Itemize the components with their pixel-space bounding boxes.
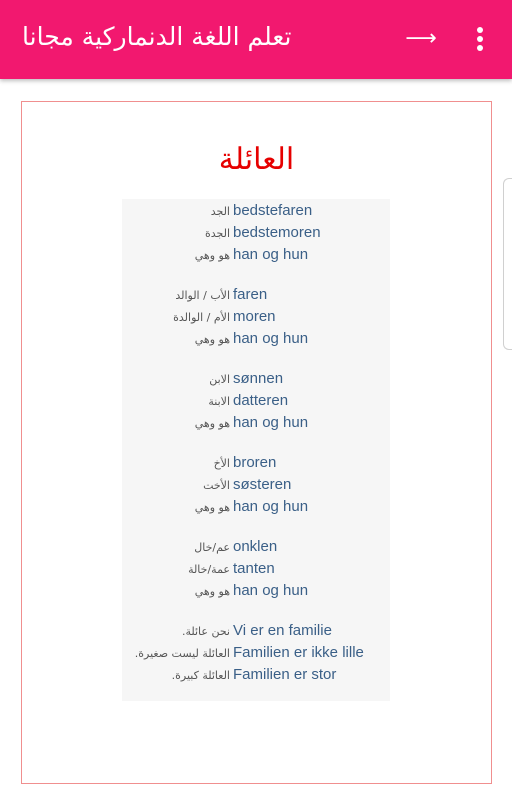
long-arrow-right-icon[interactable]: ⟶ bbox=[405, 26, 437, 51]
vocab-row bbox=[122, 498, 390, 520]
vocab-row bbox=[122, 246, 390, 268]
arabic-translation: الأب / الوالد bbox=[175, 289, 230, 302]
arabic-translation: الابن bbox=[209, 373, 230, 386]
vocab-row bbox=[122, 330, 390, 352]
vocab-row bbox=[122, 454, 390, 476]
page-heading: العائلة bbox=[218, 142, 295, 177]
danish-word[interactable]: han og hun bbox=[233, 414, 309, 431]
danish-word[interactable]: bedstemoren bbox=[233, 224, 321, 241]
danish-word[interactable]: han og hun bbox=[233, 582, 309, 599]
danish-word[interactable]: onklen bbox=[233, 538, 278, 555]
arabic-translation: هو وهي bbox=[194, 585, 230, 598]
vocab-row bbox=[122, 414, 390, 436]
vocab-row bbox=[122, 560, 390, 582]
arabic-translation: العائلة كبيرة. bbox=[171, 669, 230, 682]
arabic-translation: العائلة ليست صغيرة. bbox=[134, 647, 230, 660]
danish-word[interactable]: bedstefaren bbox=[233, 202, 313, 219]
arabic-translation: هو وهي bbox=[194, 249, 230, 262]
arabic-translation: عم/خال bbox=[194, 541, 230, 554]
vocab-row bbox=[122, 224, 390, 246]
danish-word[interactable]: datteren bbox=[233, 392, 289, 409]
vocab-row bbox=[122, 202, 390, 224]
danish-word[interactable]: han og hun bbox=[233, 330, 309, 347]
vocab-row bbox=[122, 392, 390, 414]
arabic-translation: الأخت bbox=[203, 479, 230, 492]
arabic-translation: الابنة bbox=[208, 395, 230, 408]
vocab-row bbox=[122, 644, 390, 666]
arabic-translation: الجدة bbox=[204, 227, 230, 240]
danish-word[interactable]: broren bbox=[233, 454, 277, 471]
side-drawer-handle[interactable] bbox=[503, 178, 512, 350]
arabic-translation: هو وهي bbox=[194, 333, 230, 346]
arabic-translation: نحن عائلة. bbox=[181, 625, 230, 638]
arabic-translation: هو وهي bbox=[194, 417, 230, 430]
arabic-translation: الأم / الوالدة bbox=[173, 311, 230, 324]
content-card bbox=[21, 101, 492, 784]
danish-word[interactable]: han og hun bbox=[233, 498, 309, 515]
vocab-row bbox=[122, 370, 390, 392]
danish-word[interactable]: tanten bbox=[233, 560, 275, 577]
arabic-translation: الأخ bbox=[213, 457, 230, 470]
vocab-row bbox=[122, 308, 390, 330]
danish-word[interactable]: Familien er stor bbox=[233, 666, 337, 683]
danish-word[interactable]: sønnen bbox=[233, 370, 284, 387]
danish-word[interactable]: han og hun bbox=[233, 246, 309, 263]
vocabulary-panel bbox=[122, 199, 390, 701]
arabic-translation: هو وهي bbox=[194, 501, 230, 514]
vocab-row bbox=[122, 622, 390, 644]
vocab-row bbox=[122, 582, 390, 604]
vocab-row bbox=[122, 666, 390, 688]
danish-word[interactable]: Familien er ikke lille bbox=[233, 644, 364, 661]
danish-word[interactable]: Vi er en familie bbox=[233, 622, 332, 639]
app-bar bbox=[0, 0, 512, 79]
danish-word[interactable]: søsteren bbox=[233, 476, 292, 493]
danish-word[interactable]: moren bbox=[233, 308, 276, 325]
vocab-row bbox=[122, 476, 390, 498]
vocab-row bbox=[122, 286, 390, 308]
danish-word[interactable]: faren bbox=[233, 286, 268, 303]
vocab-row bbox=[122, 538, 390, 560]
app-title: تعلم اللغة الدنماركية مجانا bbox=[22, 22, 292, 51]
arabic-translation: الجد bbox=[210, 205, 230, 218]
arabic-translation: عمة/خالة bbox=[188, 563, 230, 576]
more-vertical-icon[interactable] bbox=[466, 24, 494, 56]
